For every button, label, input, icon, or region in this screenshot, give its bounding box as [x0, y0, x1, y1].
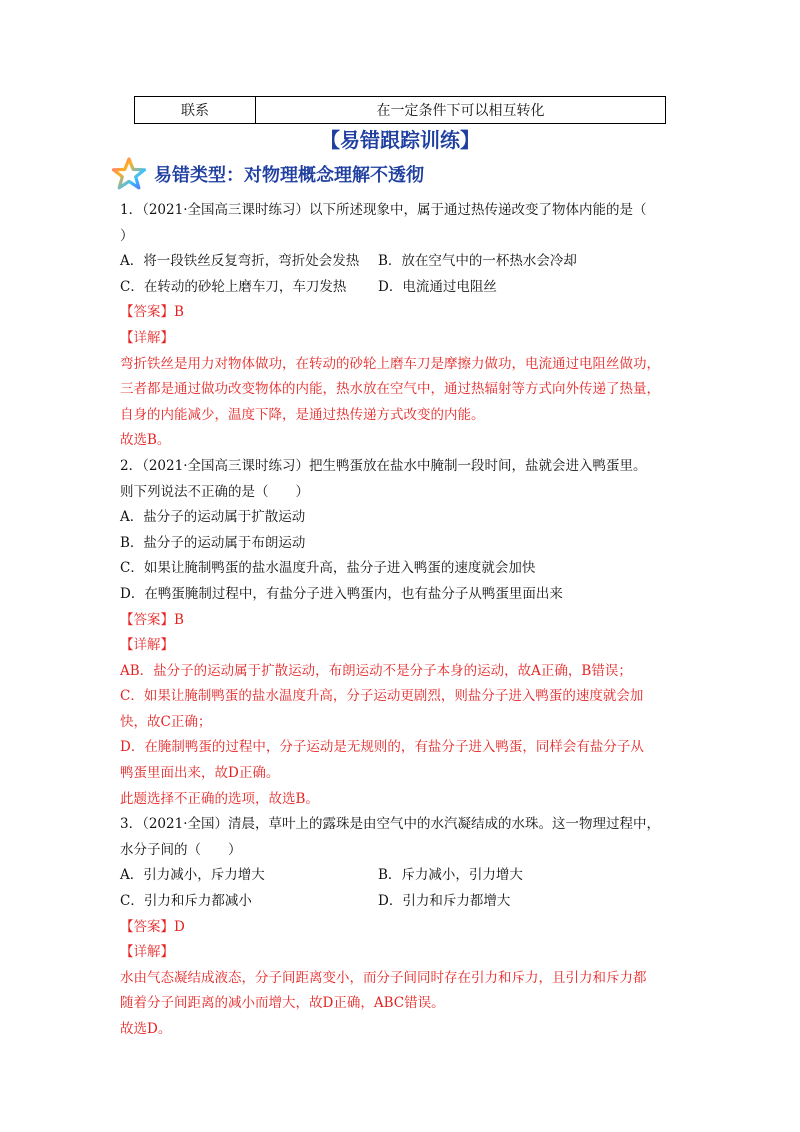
q2-detail-line: AB．盐分子的运动属于扩散运动，布朗运动不是分子本身的运动，故A正确，B错误； [120, 662, 632, 679]
q1-detail-line: 自身的内能减少，温度下降，是通过热传递方式改变的内能。 [120, 406, 485, 423]
q3-option-a: A．引力减小，斥力增大 [120, 867, 265, 884]
q2-answer: 【答案】B [120, 611, 184, 628]
q1-option-a: A．将一段铁丝反复弯折，弯折处会发热 [120, 253, 360, 270]
q3-option-d: D．引力和斥力都增大 [378, 893, 511, 910]
q1-options-row-2 [120, 275, 690, 301]
q2-detail-line: D．在腌制鸭蛋的过程中，分子运动是无规则的，有盐分子进入鸭蛋，同样会有盐分子从 [120, 739, 644, 756]
q1-option-d: D．电流通过电阻丝 [378, 278, 497, 295]
q1-answer: 【答案】B [120, 304, 184, 321]
q3-detail-label: 【详解】 [120, 944, 174, 961]
table-cell-value: 在一定条件下可以相互转化 [256, 97, 666, 124]
q2-option-d: D．在鸭蛋腌制过程中，有盐分子进入鸭蛋内，也有盐分子从鸭蛋里面出来 [120, 585, 563, 602]
error-type-heading [112, 154, 424, 194]
q2-option-c: C．如果让腌制鸭蛋的盐水温度升高，盐分子进入鸭蛋的速度就会加快 [120, 560, 536, 577]
q2-stem: 2．（2021·全国高三课时练习）把生鸭蛋放在盐水中腌制一段时间，盐就会进入鸭蛋里。 [120, 457, 647, 474]
table-row [135, 97, 666, 124]
q2-stem-cont: 则下列说法不正确的是（ ） [120, 483, 309, 500]
error-type-label: 易错类型：对物理概念理解不透彻 [154, 165, 424, 186]
q2-detail-line: 鸭蛋里面出来，故D正确。 [120, 765, 280, 782]
q3-option-b: B．斥力减小，引力增大 [378, 867, 523, 884]
q1-option-c: C．在转动的砂轮上磨车刀，车刀发热 [120, 278, 347, 295]
star-icon [112, 157, 146, 191]
q3-detail-line: 故选D。 [120, 1021, 172, 1037]
section-title: 【易错跟踪训练】 [320, 128, 480, 152]
q2-detail-line: 快，故C正确； [120, 713, 212, 730]
q1-options-row-1 [120, 249, 690, 275]
q2-detail-line: C．如果让腌制鸭蛋的盐水温度升高，分子运动更剧烈，则盐分子进入鸭蛋的速度就会加 [120, 688, 644, 705]
q3-option-c: C．引力和斥力都减小 [120, 893, 252, 910]
q3-options-row-2 [120, 889, 690, 915]
q3-stem: 3．（2021·全国）清晨，草叶上的露珠是由空气中的水汽凝结成的水珠。这一物理过程中， [120, 816, 660, 833]
q1-stem: 1．（2021·全国高三课时练习）以下所述现象中，属于通过热传递改变了物体内能的是（ [120, 202, 647, 218]
q1-detail-line: 故选B。 [120, 432, 171, 449]
q3-options-row-1 [120, 863, 690, 889]
q2-detail-line: 此题选择不正确的选项，故选B。 [120, 790, 319, 807]
q2-detail-label: 【详解】 [120, 637, 174, 654]
q1-stem-cont: ） [120, 227, 134, 244]
q3-answer: 【答案】D [120, 918, 185, 935]
q2-option-b: B．盐分子的运动属于布朗运动 [120, 534, 306, 551]
table-cell-label: 联系 [135, 97, 256, 124]
q3-detail-line: 水由气态凝结成液态，分子间距离变小，而分子间同时存在引力和斥力，且引力和斥力都 [120, 969, 647, 986]
q3-stem-cont: 水分子间的（ ） [120, 841, 242, 858]
q1-detail-label: 【详解】 [120, 329, 174, 346]
q3-detail-line: 随着分子间距离的减小而增大，故D正确，ABC错误。 [120, 995, 445, 1012]
summary-table [134, 96, 666, 124]
questions [120, 198, 690, 1043]
q1-detail-line: 弯折铁丝是用力对物体做功，在转动的砂轮上磨车刀是摩擦力做功，电流通过电阻丝做功， [120, 355, 660, 372]
q2-option-a: A．盐分子的运动属于扩散运动 [120, 509, 306, 526]
q1-option-b: B．放在空气中的一杯热水会冷却 [378, 253, 577, 270]
q1-detail-line: 三者都是通过做功改变物体的内能，热水放在空气中，通过热辐射等方式向外传递了热量， [120, 381, 660, 398]
